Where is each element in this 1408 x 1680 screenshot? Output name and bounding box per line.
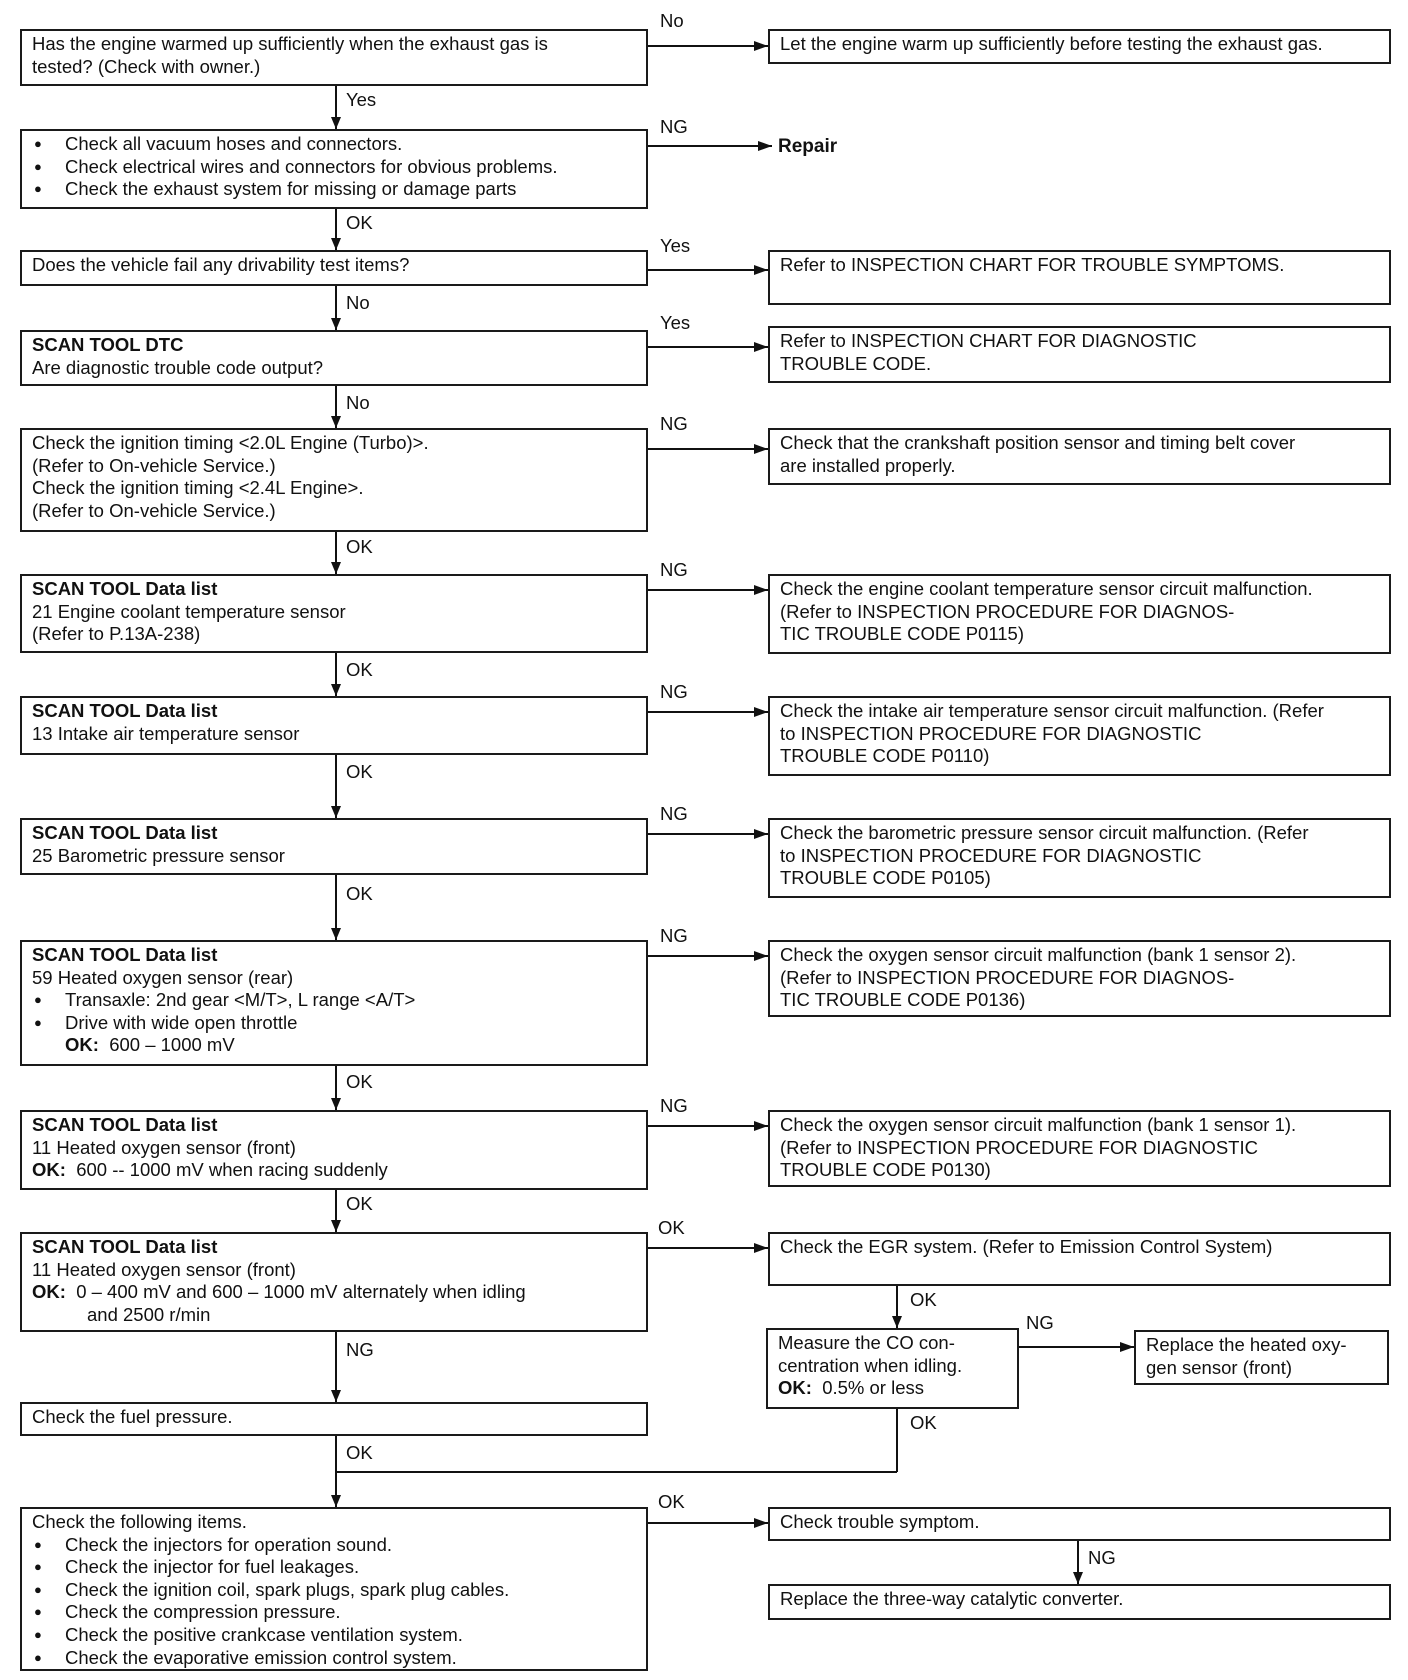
arrowhead [892, 1316, 902, 1328]
box-text-line: Check the fuel pressure. [32, 1406, 233, 1427]
edge-label-ok: OK [346, 1442, 373, 1463]
arrowhead [754, 265, 768, 275]
box-title: SCAN TOOL Data list [32, 700, 218, 721]
edge-label-yes: Yes [660, 312, 691, 333]
arrowhead [1120, 1342, 1134, 1352]
edge-label-yes: Yes [660, 235, 691, 256]
box-text-line: Check the oxygen sensor circuit malfunction (bank 1 sensor 2). [780, 944, 1297, 965]
box-text-line: Check the engine coolant temperature sensor circuit malfunction. [780, 578, 1313, 599]
step-box-r9 [768, 940, 1391, 1017]
bullet-item: ● Check the injector for fuel leakages. [32, 1556, 636, 1579]
box-text-line: Are diagnostic trouble code output? [32, 356, 324, 378]
box-text-line: Check the oxygen sensor circuit malfunction (bank 1 sensor 1). [780, 1114, 1297, 1135]
box-text-line: TIC TROUBLE CODE P0115) [780, 623, 1024, 645]
arrowhead [331, 1495, 341, 1507]
arrowhead [754, 707, 768, 717]
edge-label-ng: NG [1026, 1312, 1054, 1333]
arrowhead [754, 342, 768, 352]
arrowhead [331, 117, 341, 129]
box-text-line: tested? (Check with owner.) [32, 55, 261, 77]
box-title: SCAN TOOL Data list [32, 1236, 218, 1257]
box-text-line: Does the vehicle fail any drivability test items? [32, 254, 410, 275]
box-text-line: 13 Intake air temperature sensor [32, 722, 300, 744]
ok-value: 600 -- 1000 mV when racing suddenly [76, 1159, 388, 1181]
box-text-line: Check trouble symptom. [780, 1511, 980, 1532]
edge-label-ok: OK [346, 1071, 373, 1092]
edge-label-ok: OK [346, 1193, 373, 1214]
box-text-line: (Refer to INSPECTION PROCEDURE FOR DIAGNOSTIC [780, 1136, 1258, 1158]
box-text-line: Replace the heated oxy- [1146, 1334, 1347, 1355]
box-text-line: TROUBLE CODE P0105) [780, 867, 991, 889]
box-text-line: Has the engine warmed up sufficiently when the exhaust gas is [32, 33, 548, 54]
box-text-line: centration when idling. [778, 1354, 963, 1376]
arrowhead [754, 1518, 768, 1528]
arrowhead [1073, 1572, 1083, 1584]
step-box-r5 [768, 428, 1391, 485]
box-text-line: Replace the three-way catalytic converter. [780, 1588, 1124, 1609]
arrowhead [331, 562, 341, 574]
edge-label-ng: NG [660, 925, 688, 946]
step-box-r3 [768, 250, 1391, 305]
box-text-line: Check the ignition timing <2.4L Engine>. [32, 477, 364, 499]
edge-label-yes: Yes [346, 89, 377, 110]
edge-label-ng: NG [1088, 1547, 1116, 1568]
ok-value: 0 – 400 mV and 600 – 1000 mV alternately when idling [76, 1281, 526, 1303]
bullet-item: ● Check the exhaust system for missing or damage parts [32, 178, 636, 201]
arrowhead [331, 1220, 341, 1232]
step-box-b10 [20, 1110, 648, 1190]
bullet-item: ● Check the compression pressure. [32, 1601, 636, 1624]
bullet-item: ● Check the injectors for operation sound. [32, 1534, 636, 1557]
box-title: SCAN TOOL DTC [32, 334, 184, 355]
ok-label: OK: [32, 1281, 66, 1303]
box-title: SCAN TOOL Data list [32, 578, 218, 599]
box-title: SCAN TOOL Data list [32, 822, 218, 843]
ok-criteria [32, 1281, 636, 1304]
box-text-line: Check the following items. [32, 1511, 247, 1532]
box-text-line: Check that the crankshaft position sensor and timing belt cover [780, 432, 1296, 453]
box-title: SCAN TOOL Data list [32, 1114, 218, 1135]
edge-label-ok: OK [910, 1289, 937, 1310]
box-text-line: 21 Engine coolant temperature sensor [32, 600, 346, 622]
edge-label-ok: OK [346, 761, 373, 782]
arrowhead [758, 141, 772, 151]
arrowhead [331, 1098, 341, 1110]
step-box-b7 [20, 696, 648, 755]
box-text-line: TROUBLE CODE P0110) [780, 745, 990, 767]
box-text-line: 11 Heated oxygen sensor (front) [32, 1258, 296, 1280]
box-text-line: are installed properly. [780, 454, 956, 476]
arrowhead [754, 829, 768, 839]
arrowhead [331, 238, 341, 250]
edge-label-ok: OK [346, 536, 373, 557]
step-box-r4 [768, 326, 1391, 383]
step-box-r1 [768, 29, 1391, 64]
step-box-r13 [768, 1507, 1391, 1541]
step-box-r14 [768, 1584, 1391, 1620]
box-text-line: Measure the CO con- [778, 1332, 955, 1353]
box-text-line: (Refer to On-vehicle Service.) [32, 499, 276, 521]
ok-label: OK: [32, 1159, 66, 1181]
box-text-line: 59 Heated oxygen sensor (rear) [32, 966, 294, 988]
edge-label-ok: OK [658, 1217, 685, 1238]
bullet-item: ● Check the positive crankcase ventilation system. [32, 1624, 636, 1647]
step-box-co [766, 1328, 1019, 1409]
edge-label-ng: NG [660, 413, 688, 434]
step-box-rco [1134, 1330, 1389, 1385]
bullet-item: ● Check electrical wires and connectors for obvious problems. [32, 156, 636, 179]
step-box-b4 [20, 330, 648, 386]
box-text-line: 25 Barometric pressure sensor [32, 844, 285, 866]
arrowhead [754, 951, 768, 961]
step-box-b8 [20, 818, 648, 875]
box-text-line: TROUBLE CODE. [780, 352, 932, 374]
step-box-b13 [20, 1507, 648, 1671]
box-text-line: Refer to INSPECTION CHART FOR DIAGNOSTIC [780, 330, 1197, 351]
bullet-item: ● Check the evaporative emission control system. [32, 1647, 636, 1670]
edge-label-ok: OK [346, 212, 373, 233]
bullet-item: ● Transaxle: 2nd gear <M/T>, L range <A/T> [32, 989, 636, 1012]
box-text-line: (Refer to INSPECTION PROCEDURE FOR DIAGNOS- [780, 600, 1235, 622]
edge-label-ng: NG [660, 681, 688, 702]
step-box-b11 [20, 1232, 648, 1332]
box-text-line: TIC TROUBLE CODE P0136) [780, 989, 1026, 1011]
box-text-line: Check the ignition timing <2.0L Engine (Turbo)>. [32, 432, 429, 453]
arrowhead [331, 318, 341, 330]
step-box-b3 [20, 250, 648, 286]
box-title: SCAN TOOL Data list [32, 944, 218, 965]
step-box-b2 [20, 129, 648, 209]
edge-label-ng: NG [660, 116, 688, 137]
edge-label-no: No [346, 292, 370, 313]
arrowhead [331, 1390, 341, 1402]
step-box-b1 [20, 29, 648, 86]
arrowhead [754, 1121, 768, 1131]
step-box-b12 [20, 1402, 648, 1436]
box-text-line: to INSPECTION PROCEDURE FOR DIAGNOSTIC [780, 844, 1202, 866]
box-text-line: (Refer to P.13A-238) [32, 623, 201, 645]
arrowhead [754, 585, 768, 595]
box-text-line: Check the EGR system. (Refer to Emission Control System) [780, 1236, 1273, 1257]
arrowhead [331, 416, 341, 428]
ok-label: OK: [65, 1034, 99, 1056]
step-box-b6 [20, 574, 648, 653]
step-box-r6 [768, 574, 1391, 654]
edge-label-ok: OK [910, 1412, 937, 1433]
ok-label: OK: [778, 1377, 812, 1398]
edge-label-ok: OK [658, 1491, 685, 1512]
box-text-line: Let the engine warm up sufficiently before testing the exhaust gas. [780, 33, 1323, 54]
repair-label: Repair [778, 136, 838, 157]
edge-label-no: No [346, 392, 370, 413]
bullet-item: ● Drive with wide open throttle [32, 1012, 636, 1035]
step-box-b9 [20, 940, 648, 1066]
arrowhead [754, 1243, 768, 1253]
edge-label-ng: NG [660, 559, 688, 580]
box-text-line: gen sensor (front) [1146, 1356, 1293, 1378]
arrowhead [331, 806, 341, 818]
arrowhead [331, 684, 341, 696]
step-box-r10 [768, 1110, 1391, 1187]
box-text-line: to INSPECTION PROCEDURE FOR DIAGNOSTIC [780, 722, 1202, 744]
step-box-b5 [20, 428, 648, 532]
box-text-line: Check the intake air temperature sensor circuit malfunction. (Refer [780, 700, 1324, 721]
bullet-item: ● Check all vacuum hoses and connectors. [32, 133, 636, 156]
edge-label-ok: OK [346, 883, 373, 904]
arrowhead [331, 928, 341, 940]
box-text-line: (Refer to INSPECTION PROCEDURE FOR DIAGNOS- [780, 966, 1235, 988]
box-text-line: (Refer to On-vehicle Service.) [32, 454, 276, 476]
edge-label-no: No [660, 10, 684, 31]
ok-criteria [32, 1159, 636, 1182]
box-text-line: 11 Heated oxygen sensor (front) [32, 1136, 296, 1158]
step-box-r8 [768, 818, 1391, 898]
box-text-line: Refer to INSPECTION CHART FOR TROUBLE SYMPTOMS. [780, 254, 1285, 275]
box-text-line: Check the barometric pressure sensor circuit malfunction. (Refer [780, 822, 1309, 843]
step-box-r11 [768, 1232, 1391, 1286]
box-text-line: TROUBLE CODE P0130) [780, 1159, 991, 1181]
arrowhead [754, 41, 768, 51]
ok-value: 600 – 1000 mV [109, 1034, 235, 1056]
bullet-item: ● Check the ignition coil, spark plugs, spark plug cables. [32, 1579, 636, 1602]
arrowhead [754, 444, 768, 454]
ok-criteria [778, 1377, 1007, 1400]
edge-label-ng: NG [346, 1339, 374, 1360]
step-box-r7 [768, 696, 1391, 776]
edge-label-ng: NG [660, 803, 688, 824]
ok-value-continued: and 2500 r/min [87, 1303, 211, 1325]
edge-label-ng: NG [660, 1095, 688, 1116]
edge-label-ok: OK [346, 659, 373, 680]
ok-criteria [32, 1034, 636, 1057]
ok-value: 0.5% or less [822, 1377, 924, 1398]
